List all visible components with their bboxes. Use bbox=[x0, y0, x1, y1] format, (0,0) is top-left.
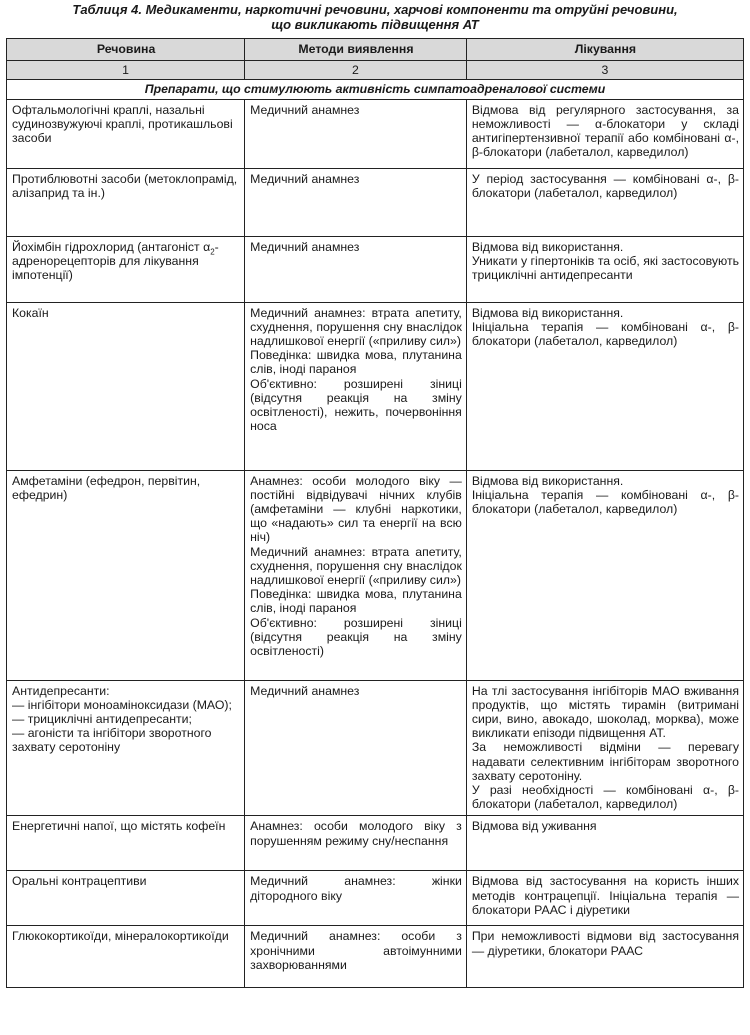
section-row bbox=[7, 80, 744, 99]
substance-cell: Оральні контрацептиви bbox=[7, 871, 245, 926]
table-title bbox=[0, 0, 750, 36]
data-table bbox=[6, 38, 744, 988]
column-number: 1 bbox=[7, 61, 245, 80]
detection-cell: Медичний анамнез: особи з хронічними автоімунними захворюваннями bbox=[245, 926, 467, 988]
header-detection: Методи виявлення bbox=[245, 39, 467, 61]
substance-cell: Амфетаміни (ефедрон, первітин, ефедрин) bbox=[7, 470, 245, 680]
detection-cell: Медичний анамнез: втрата апетиту, схуднення, порушення сну внаслідок надлишкової енергії («приливу сил») Поведінка: швидка мова, плутанина слів, іноді параноя Об'єктивно: розширені зіниці (відсутня реакція на зміну освітленості), нежить, почервоніння носа bbox=[245, 302, 467, 470]
column-number: 2 bbox=[245, 61, 467, 80]
table-title-line-1: Таблиця 4. Медикаменти, наркотичні речовини, харчові компоненти та отруйні речовини, bbox=[72, 2, 678, 17]
table-row bbox=[7, 680, 744, 816]
detection-cell: Медичний анамнез bbox=[245, 168, 467, 236]
treatment-cell: У період застосування — комбіновані α-, β-блокатори (лабеталол, карведилол) bbox=[466, 168, 743, 236]
substance-cell: Йохімбін гідрохлорид (антагоніст $\alpha_2$-адренорецепторів для лікування імпотенції) bbox=[7, 236, 245, 302]
table-row bbox=[7, 871, 744, 926]
header-row bbox=[7, 39, 744, 61]
section-title: Препарати, що стимулюють активність симпатоадреналової системи bbox=[7, 80, 744, 99]
table-row bbox=[7, 302, 744, 470]
treatment-cell: Відмова від використання. Ініціальна терапія — комбіновані α-, β-блокатори (лабеталол, карведилол) bbox=[466, 470, 743, 680]
table-row bbox=[7, 816, 744, 871]
treatment-cell: Відмова від уживання bbox=[466, 816, 743, 871]
detection-cell: Анамнез: особи молодого віку з порушенням режиму сну/неспання bbox=[245, 816, 467, 871]
header-substance: Речовина bbox=[7, 39, 245, 61]
header-treatment: Лікування bbox=[466, 39, 743, 61]
substance-cell: Кокаїн bbox=[7, 302, 245, 470]
table-row bbox=[7, 99, 744, 168]
column-number-row bbox=[7, 61, 744, 80]
detection-cell: Анамнез: особи молодого віку — постійні відвідувачі нічних клубів (амфетаміни — клубні наркотики, що «надають» сил та енергії на всю ніч) Медичний анамнез: втрата апетиту, схуднення, порушення сну внаслідок надлишкової енергії («приливу сил») Поведінка: швидка мова, плутанина слів, іноді параноя Об'єктивно: розширені зіниці (відсутня реакція на зміну освітленості) bbox=[245, 470, 467, 680]
substance-cell: Протиблювотні засоби (метоклопрамід, алізаприд та ін.) bbox=[7, 168, 245, 236]
detection-cell: Медичний анамнез bbox=[245, 99, 467, 168]
table-row bbox=[7, 168, 744, 236]
table-row bbox=[7, 236, 744, 302]
table-row bbox=[7, 926, 744, 988]
treatment-cell: Відмова від використання. Ініціальна терапія — комбіновані α-, β-блокатори (лабеталол, карведилол) bbox=[466, 302, 743, 470]
subscript: 2 bbox=[210, 247, 215, 257]
detection-cell: Медичний анамнез: жінки дітородного віку bbox=[245, 871, 467, 926]
treatment-cell: Відмова від застосування на користь інших методів контрацепції. Ініціальна терапія — блокатори РААС і діуретики bbox=[466, 871, 743, 926]
treatment-cell: При неможливості відмови від застосування — діуретики, блокатори РААС bbox=[466, 926, 743, 988]
substance-cell: Антидепресанти: — інгібітори моноаміноксидази (МАО); — трициклічні антидепресанти; — агоністи та інгібітори зворотного захвату серотоніну bbox=[7, 680, 245, 816]
treatment-cell: Відмова від використання. Уникати у гіпертоніків та осіб, які застосовують трициклічні антидепресанти bbox=[466, 236, 743, 302]
column-number: 3 bbox=[466, 61, 743, 80]
substance-cell: Енергетичні напої, що містять кофеїн bbox=[7, 816, 245, 871]
treatment-cell: Відмова від регулярного застосування, за неможливості — α-блокатори у складі антигіпертензивної терапії або комбіновані α-, β-блокатори (лабеталол, карведилол) bbox=[466, 99, 743, 168]
detection-cell: Медичний анамнез bbox=[245, 680, 467, 816]
table-title-line-2: що викликають підвищення АТ bbox=[271, 17, 479, 32]
table-row bbox=[7, 470, 744, 680]
treatment-cell: На тлі застосування інгібіторів МАО вживання продуктів, що містять тирамін (витримані сири, вино, авокадо, шоколад, морква), може викликати епізоди підвищення АТ. За неможливості відміни — перевагу надавати селективним інгібіторам зворотного захвату серотоніну. У разі необхідності — комбіновані α-, β-блокатори (лабеталол, карведилол) bbox=[466, 680, 743, 816]
substance-cell: Офтальмологічні краплі, назальні судинозвужуючі краплі, протикашльові засоби bbox=[7, 99, 245, 168]
detection-cell: Медичний анамнез bbox=[245, 236, 467, 302]
substance-cell: Глюкокортикоїди, мінералокортикоїди bbox=[7, 926, 245, 988]
